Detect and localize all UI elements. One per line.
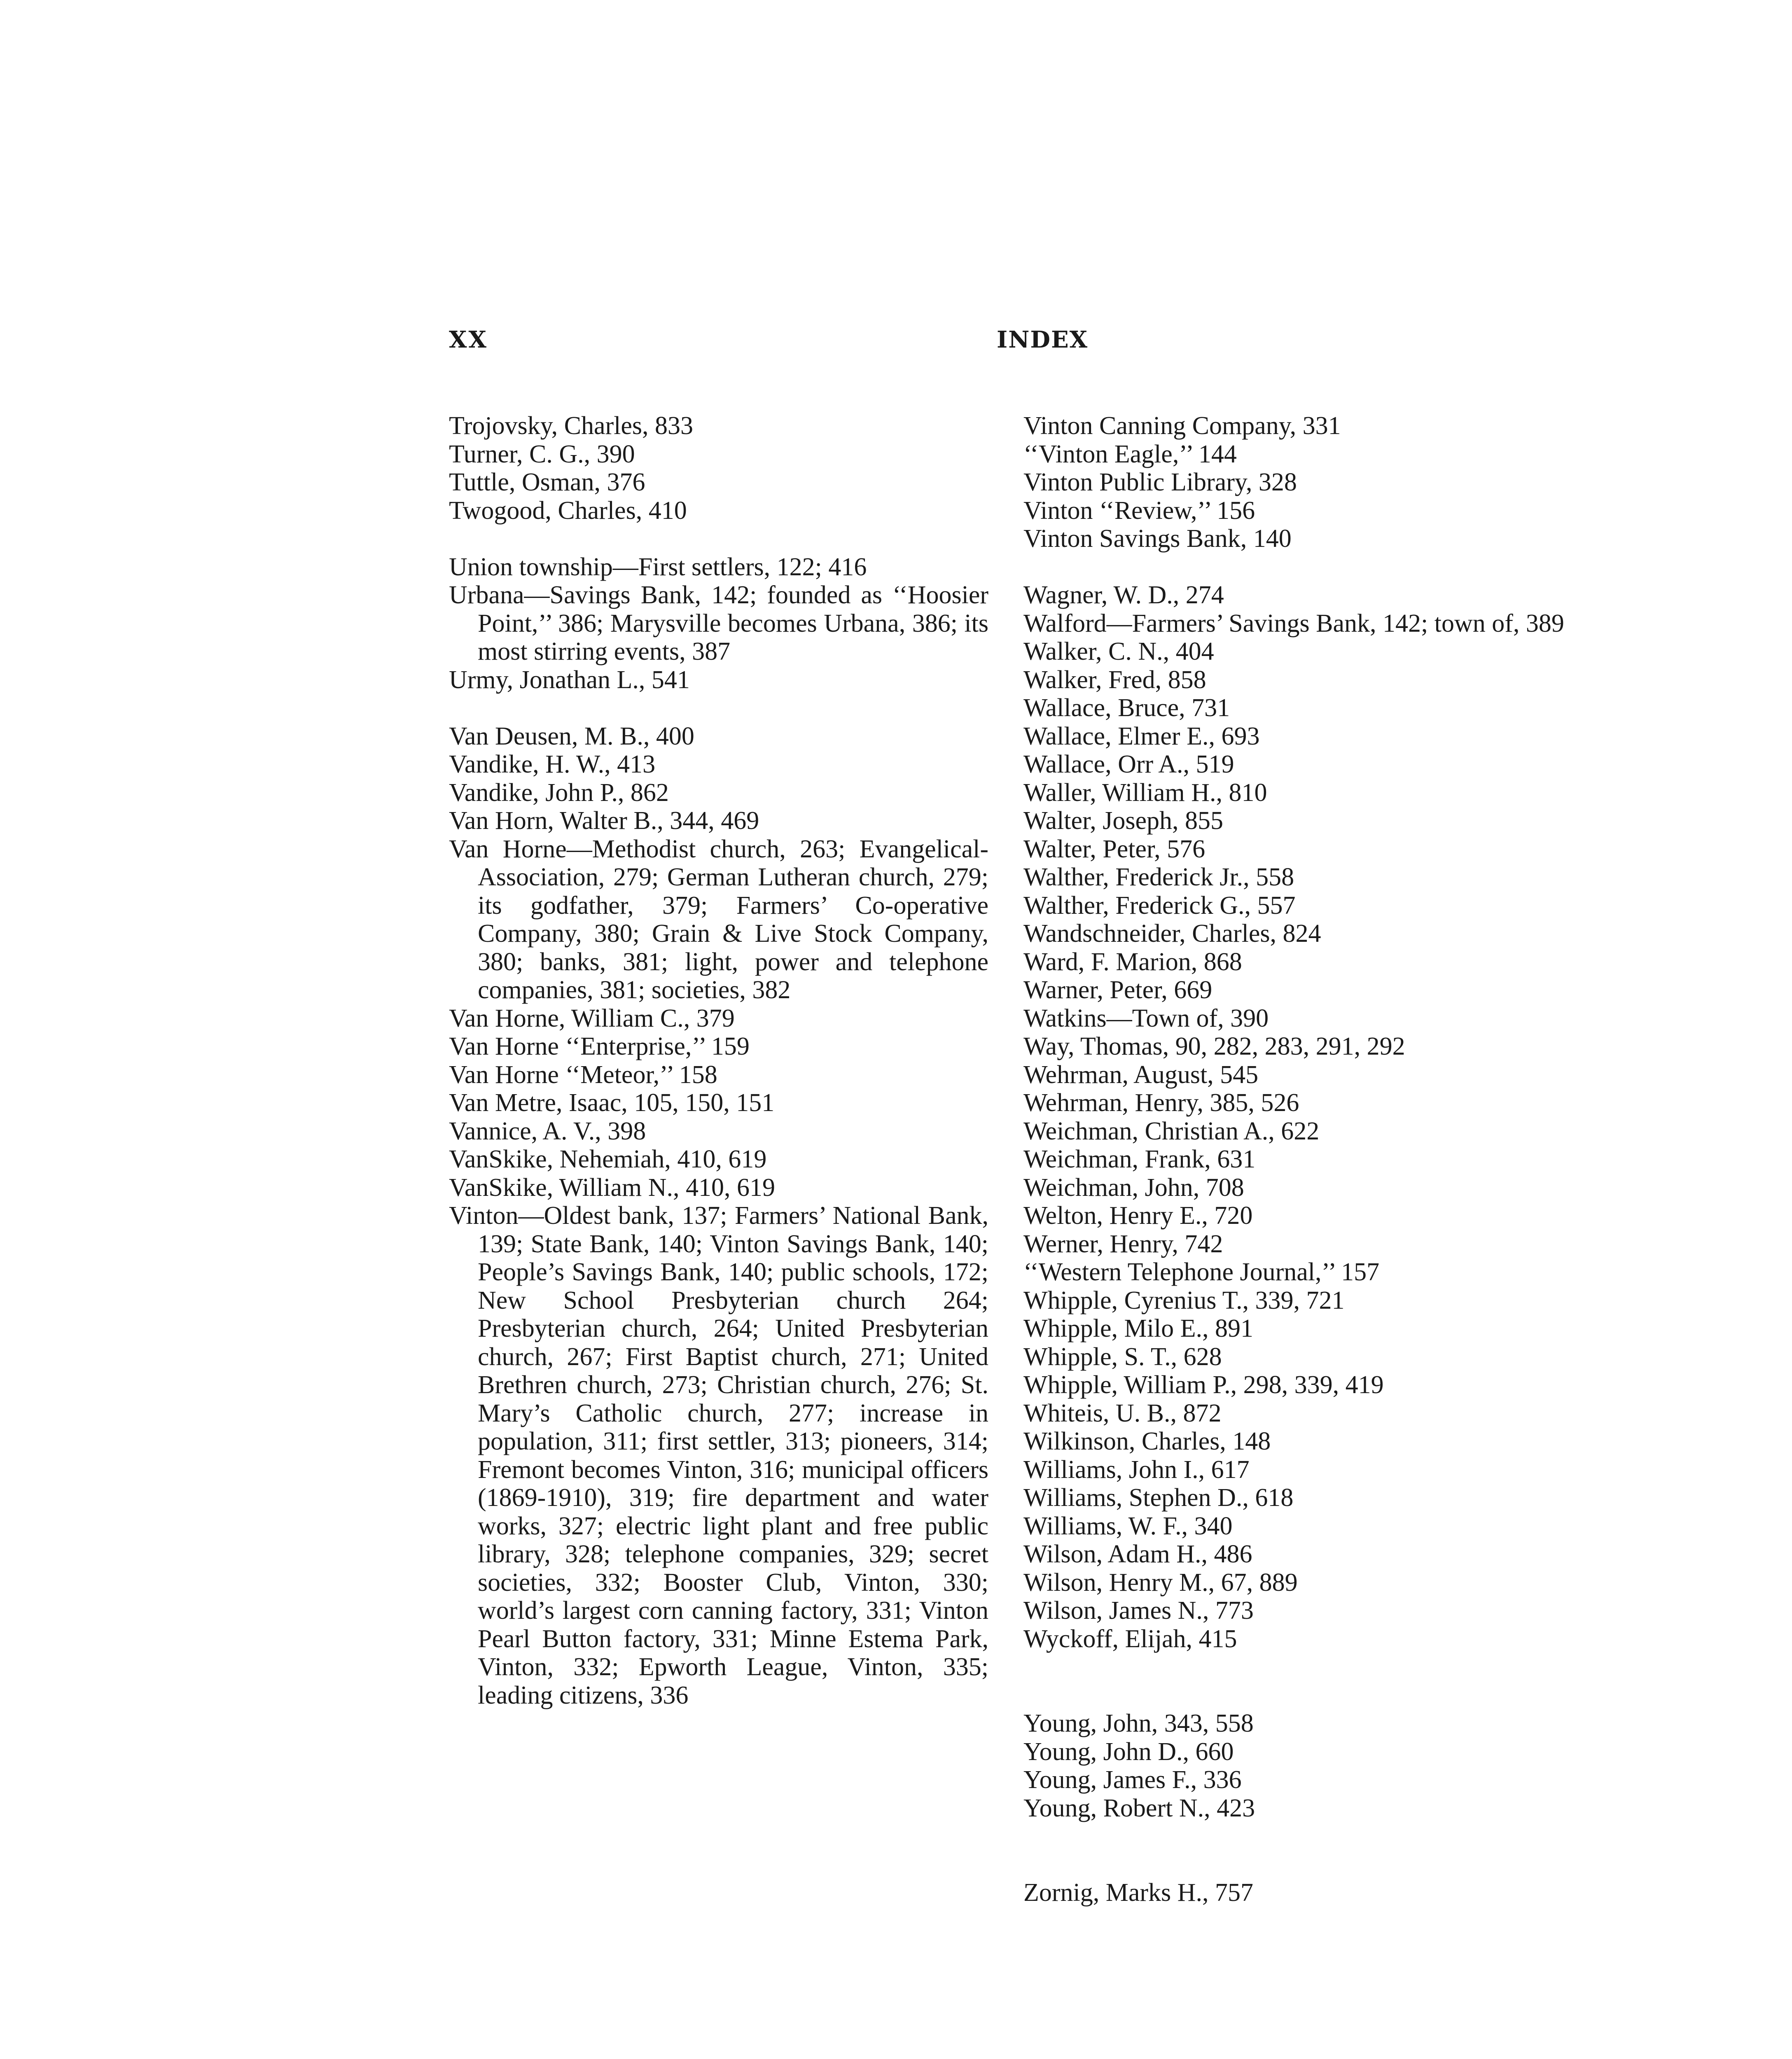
index-entry: Turner, C. G., 390 <box>449 440 635 468</box>
index-entry: Vandike, H. W., 413 <box>449 750 656 778</box>
index-entry: Van Horne ‘‘Enterprise,’’ 159 <box>449 1032 750 1060</box>
index-entry: Van Metre, Isaac, 105, 150, 151 <box>449 1089 775 1117</box>
index-entry: Way, Thomas, 90, 282, 283, 291, 292 <box>1023 1032 1405 1060</box>
index-entry: Walter, Peter, 576 <box>1023 835 1206 863</box>
index-entry: Wehrman, August, 545 <box>1023 1060 1259 1089</box>
index-entry: Whipple, William P., 298, 339, 419 <box>1023 1371 1384 1399</box>
index-entry: Ward, F. Marion, 868 <box>1023 948 1242 976</box>
index-entry: Wagner, W. D., 274 <box>1023 581 1224 609</box>
entry-gap <box>449 694 988 722</box>
index-entry: Wilson, Adam H., 486 <box>1023 1540 1252 1568</box>
index-entry: Wandschneider, Charles, 824 <box>1023 920 1321 948</box>
index-entry: Werner, Henry, 742 <box>1023 1230 1223 1258</box>
index-entry: Van Horne—Methodist church, 263; Evangelical- Association, 279; German Lutheran church, 279; its godfather, 379; Farmers’ Co-operative Company, 380; Grain & Live Stock Company, 380; banks, 381; light, power and telephone companies, 381; societies, 382 <box>449 835 988 1004</box>
index-entry: Wilkinson, Charles, 148 <box>1023 1427 1271 1455</box>
index-entry: Wyckoff, Elijah, 415 <box>1023 1625 1237 1653</box>
index-entry: Williams, W. F., 340 <box>1023 1512 1233 1540</box>
index-entry: Walther, Frederick G., 557 <box>1023 891 1296 920</box>
index-entry: Williams, Stephen D., 618 <box>1023 1484 1294 1512</box>
index-column-right <box>1023 412 1588 1907</box>
index-entry: VanSkike, Nehemiah, 410, 619 <box>449 1145 767 1173</box>
index-entry: Whipple, Milo E., 891 <box>1023 1314 1253 1342</box>
index-entry: ‘‘Vinton Eagle,’’ 144 <box>1023 440 1237 468</box>
index-entry: Young, James F., 336 <box>1023 1766 1242 1794</box>
index-entry: Van Deusen, M. B., 400 <box>449 722 694 750</box>
index-entry: Walther, Frederick Jr., 558 <box>1023 863 1294 891</box>
index-entry: Vinton Public Library, 328 <box>1023 468 1297 496</box>
index-entry: Twogood, Charles, 410 <box>449 496 687 525</box>
index-entry: Wallace, Elmer E., 693 <box>1023 722 1260 750</box>
index-entry: Whipple, Cyrenius T., 339, 721 <box>1023 1286 1345 1314</box>
index-entry: Waller, William H., 810 <box>1023 778 1267 807</box>
index-entry: ‘‘Western Telephone Journal,’’ 157 <box>1023 1258 1380 1286</box>
index-entry: Warner, Peter, 669 <box>1023 976 1213 1004</box>
entry-gap <box>1023 553 1588 581</box>
index-entry: Watkins—Town of, 390 <box>1023 1004 1269 1032</box>
index-entry: Vandike, John P., 862 <box>449 778 669 807</box>
index-entry: Union township—First settlers, 122; 416 <box>449 553 867 581</box>
index-entry: Weichman, John, 708 <box>1023 1173 1244 1202</box>
index-entry: Walford—Farmers’ Savings Bank, 142; town of, 389 <box>1023 609 1564 637</box>
index-entry: Welton, Henry E., 720 <box>1023 1202 1253 1230</box>
index-entry: VanSkike, William N., 410, 619 <box>449 1173 775 1202</box>
index-entry: Tuttle, Osman, 376 <box>449 468 645 496</box>
index-entry: Walter, Joseph, 855 <box>1023 807 1223 835</box>
index-entry: Walker, C. N., 404 <box>1023 637 1214 665</box>
index-entry: Vinton Savings Bank, 140 <box>1023 525 1292 553</box>
index-entry: Urmy, Jonathan L., 541 <box>449 665 690 694</box>
index-entry: Van Horne, William C., 379 <box>449 1004 735 1032</box>
index-entry: Zornig, Marks H., 757 <box>1023 1879 1253 1907</box>
index-entry: Whiteis, U. B., 872 <box>1023 1399 1222 1427</box>
index-entry: Vinton—Oldest bank, 137; Farmers’ National Bank, 139; State Bank, 140; Vinton Savings Bank, 140; People’s Savings Bank, 140; public schools, 172; New School Presbyterian church 264; Presbyterian church, 264; United Presbyterian church, 267; First Baptist church, 271; United Brethren church, 273; Christian church, 276; St. Mary’s Catholic church, 277; increase in population, 311; first settler, 313; pioneers, 314; Fremont becomes Vinton, 316; municipal officers (1869-1910), 319; fire department and water works, 327; electric light plant and free public library, 328; telephone companies, 329; secret societies, 332; Booster Club, Vinton, 330; world’s largest corn canning factory, 331; Vinton Pearl Button factory, 331; Minne Estema Park, Vinton, 332; Epworth League, Vinton, 335; leading citizens, 336 <box>449 1202 988 1709</box>
index-entry: Vannice, A. V., 398 <box>449 1117 646 1145</box>
index-entry: Wilson, Henry M., 67, 889 <box>1023 1568 1298 1597</box>
index-entry: Trojovsky, Charles, 833 <box>449 412 694 440</box>
index-entry: Young, John, 343, 558 <box>1023 1709 1254 1737</box>
entry-gap <box>1023 1822 1588 1879</box>
index-entry: Whipple, S. T., 628 <box>1023 1342 1222 1371</box>
index-entry: Williams, John I., 617 <box>1023 1455 1250 1484</box>
index-entry: Wehrman, Henry, 385, 526 <box>1023 1089 1299 1117</box>
entry-gap <box>449 525 988 553</box>
index-entry: Weichman, Frank, 631 <box>1023 1145 1256 1173</box>
page-title: INDEX <box>997 326 1089 353</box>
index-entry: Weichman, Christian A., 622 <box>1023 1117 1320 1145</box>
index-entry: Walker, Fred, 858 <box>1023 665 1206 694</box>
index-entry: Young, John D., 660 <box>1023 1737 1234 1766</box>
index-entry: Wilson, James N., 773 <box>1023 1597 1254 1625</box>
index-entry: Van Horn, Walter B., 344, 469 <box>449 807 759 835</box>
index-entry: Vinton ‘‘Review,’’ 156 <box>1023 496 1255 525</box>
index-entry: Van Horne ‘‘Meteor,’’ 158 <box>449 1060 717 1089</box>
index-entry: Vinton Canning Company, 331 <box>1023 412 1341 440</box>
entry-gap <box>1023 1653 1588 1709</box>
page-header <box>449 326 1089 371</box>
page-number: XX <box>449 326 488 353</box>
index-column-left <box>449 412 988 1709</box>
index-entry: Young, Robert N., 423 <box>1023 1794 1255 1822</box>
index-entry: Wallace, Bruce, 731 <box>1023 694 1230 722</box>
index-entry: Wallace, Orr A., 519 <box>1023 750 1234 778</box>
index-entry: Urbana—Savings Bank, 142; founded as ‘‘Hoosier Point,’’ 386; Marysville becomes Urbana, 386; its most stirring events, 387 <box>449 581 988 665</box>
